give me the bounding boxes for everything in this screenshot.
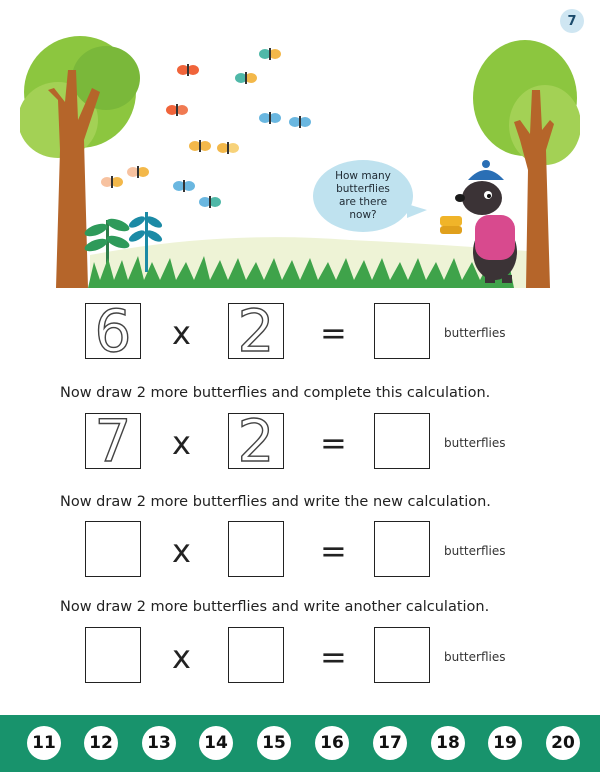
number-circle: 13 [142,726,176,760]
first-number: 6 [94,297,132,365]
equals-sign: = [320,424,347,462]
first-number: 7 [94,407,132,475]
second-number: 2 [237,407,275,475]
unit-label: butterflies [444,544,506,558]
first-number-box[interactable] [85,627,141,683]
first-number-box[interactable] [85,407,141,475]
second-number-box[interactable] [228,297,284,365]
number-circle: 18 [431,726,465,760]
equals-sign: = [320,638,347,676]
unit-label: butterflies [444,436,506,450]
number-circle: 15 [257,726,291,760]
illustration-scene [20,30,580,295]
second-number: 2 [237,297,275,365]
second-number-box[interactable] [228,407,284,475]
equation-row [0,521,600,581]
unit-label: butterflies [444,326,506,340]
unit-label: butterflies [444,650,506,664]
second-number-box[interactable] [228,627,284,683]
answer-box[interactable] [374,627,430,683]
second-number-box[interactable] [228,521,284,577]
first-number-box[interactable] [85,521,141,577]
equation-row [0,297,600,365]
multiply-sign: x [172,638,191,676]
multiply-sign: x [172,314,191,352]
number-circle: 17 [373,726,407,760]
number-circle: 16 [315,726,349,760]
instruction-text: Now draw 2 more butterflies and complete this calculation. [60,385,491,401]
multiply-sign: x [172,424,191,462]
number-circle: 20 [546,726,580,760]
instruction-text: Now draw 2 more butterflies and write another calculation. [60,599,490,615]
multiply-sign: x [172,532,191,570]
number-circle: 11 [27,726,61,760]
first-number-box[interactable] [85,297,141,365]
equals-sign: = [320,314,347,352]
speech-bubble [313,160,413,232]
equals-sign: = [320,532,347,570]
instruction-text: Now draw 2 more butterflies and write the new calculation. [60,494,491,510]
number-circle: 12 [84,726,118,760]
page-number: 7 [560,9,584,33]
answer-box[interactable] [374,521,430,577]
binoculars-icon [440,216,462,234]
number-circle: 14 [199,726,233,760]
answer-box[interactable] [374,413,430,469]
answer-box[interactable] [374,303,430,359]
equation-row [0,627,600,687]
number-circle: 19 [488,726,522,760]
equation-row [0,407,600,475]
speech-bubble-text: How many butterflies are there now? [335,170,391,221]
